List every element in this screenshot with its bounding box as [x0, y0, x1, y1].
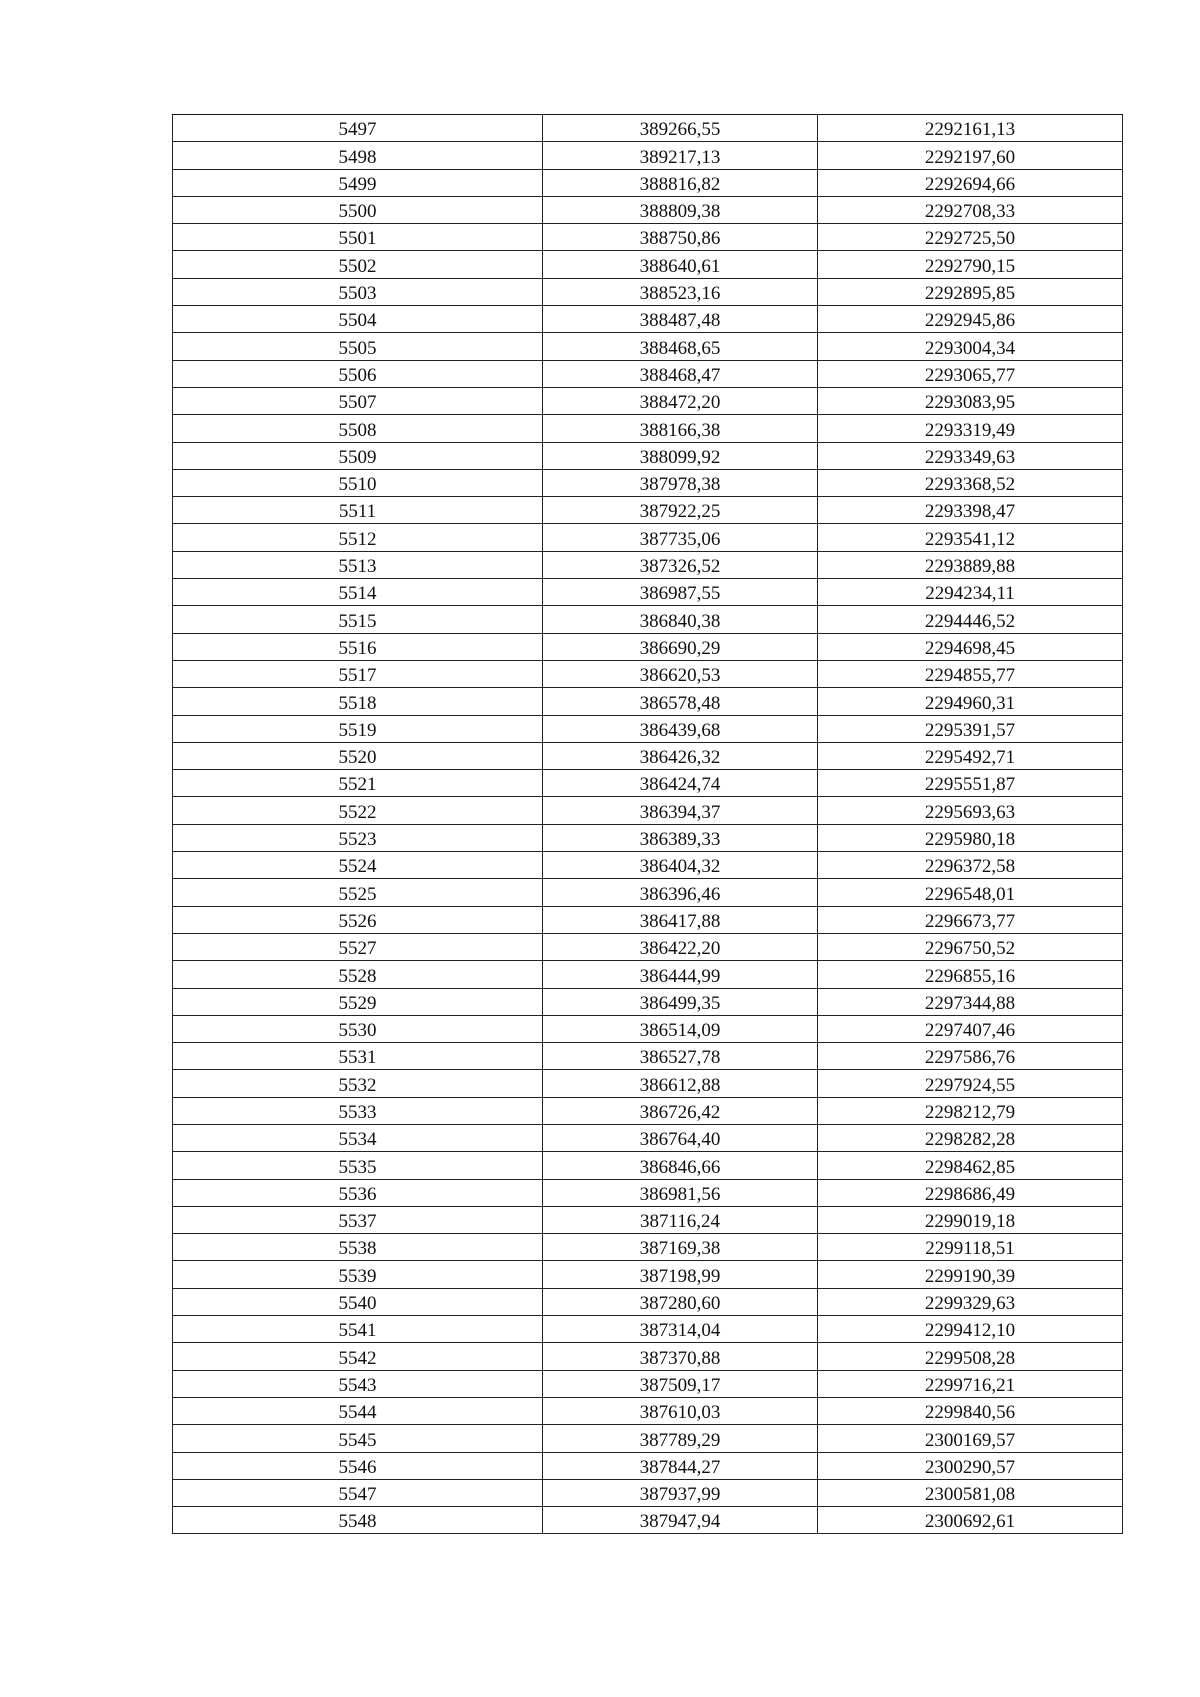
- x-coordinate-cell: 388640,61: [543, 251, 818, 278]
- table-row: [173, 1288, 1123, 1315]
- table-row: [173, 852, 1123, 879]
- point-number-cell: 5532: [173, 1070, 543, 1097]
- y-coordinate-cell: 2294446,52: [818, 606, 1123, 633]
- table-row: [173, 196, 1123, 223]
- y-coordinate-cell: 2298212,79: [818, 1097, 1123, 1124]
- table-row: [173, 742, 1123, 769]
- table-row: [173, 278, 1123, 305]
- y-coordinate-cell: 2297407,46: [818, 1015, 1123, 1042]
- x-coordinate-cell: 387789,29: [543, 1425, 818, 1452]
- x-coordinate-cell: 386840,38: [543, 606, 818, 633]
- point-number-cell: 5517: [173, 660, 543, 687]
- point-number-cell: 5497: [173, 115, 543, 142]
- point-number-cell: 5511: [173, 497, 543, 524]
- table-row: [173, 1425, 1123, 1452]
- point-number-cell: 5530: [173, 1015, 543, 1042]
- point-number-cell: 5537: [173, 1206, 543, 1233]
- point-number-cell: 5505: [173, 333, 543, 360]
- point-number-cell: 5509: [173, 442, 543, 469]
- point-number-cell: 5524: [173, 852, 543, 879]
- point-number-cell: 5534: [173, 1124, 543, 1151]
- point-number-cell: 5513: [173, 551, 543, 578]
- point-number-cell: 5547: [173, 1479, 543, 1506]
- point-number-cell: 5498: [173, 142, 543, 169]
- table-row: [173, 1234, 1123, 1261]
- y-coordinate-cell: 2299508,28: [818, 1343, 1123, 1370]
- point-number-cell: 5512: [173, 524, 543, 551]
- y-coordinate-cell: 2292790,15: [818, 251, 1123, 278]
- table-row: [173, 715, 1123, 742]
- table-row: [173, 688, 1123, 715]
- table-row: [173, 1479, 1123, 1506]
- y-coordinate-cell: 2294855,77: [818, 660, 1123, 687]
- x-coordinate-cell: 387610,03: [543, 1397, 818, 1424]
- point-number-cell: 5501: [173, 224, 543, 251]
- x-coordinate-cell: 387198,99: [543, 1261, 818, 1288]
- y-coordinate-cell: 2299412,10: [818, 1316, 1123, 1343]
- y-coordinate-cell: 2293083,95: [818, 387, 1123, 414]
- y-coordinate-cell: 2295980,18: [818, 824, 1123, 851]
- x-coordinate-cell: 386981,56: [543, 1179, 818, 1206]
- table-row: [173, 770, 1123, 797]
- point-number-cell: 5543: [173, 1370, 543, 1397]
- x-coordinate-cell: 386690,29: [543, 633, 818, 660]
- y-coordinate-cell: 2300581,08: [818, 1479, 1123, 1506]
- y-coordinate-cell: 2293004,34: [818, 333, 1123, 360]
- y-coordinate-cell: 2292197,60: [818, 142, 1123, 169]
- x-coordinate-cell: 387370,88: [543, 1343, 818, 1370]
- point-number-cell: 5542: [173, 1343, 543, 1370]
- point-number-cell: 5548: [173, 1507, 543, 1534]
- y-coordinate-cell: 2293398,47: [818, 497, 1123, 524]
- y-coordinate-cell: 2295693,63: [818, 797, 1123, 824]
- y-coordinate-cell: 2296372,58: [818, 852, 1123, 879]
- y-coordinate-cell: 2294960,31: [818, 688, 1123, 715]
- table-row: [173, 933, 1123, 960]
- x-coordinate-cell: 387280,60: [543, 1288, 818, 1315]
- point-number-cell: 5506: [173, 360, 543, 387]
- table-row: [173, 1124, 1123, 1151]
- y-coordinate-cell: 2292725,50: [818, 224, 1123, 251]
- y-coordinate-cell: 2299019,18: [818, 1206, 1123, 1233]
- y-coordinate-cell: 2292708,33: [818, 196, 1123, 223]
- table-row: [173, 1507, 1123, 1534]
- y-coordinate-cell: 2293368,52: [818, 469, 1123, 496]
- x-coordinate-cell: 387937,99: [543, 1479, 818, 1506]
- table-row: [173, 442, 1123, 469]
- x-coordinate-cell: 386987,55: [543, 579, 818, 606]
- y-coordinate-cell: 2294234,11: [818, 579, 1123, 606]
- x-coordinate-cell: 386394,37: [543, 797, 818, 824]
- y-coordinate-cell: 2295551,87: [818, 770, 1123, 797]
- point-number-cell: 5519: [173, 715, 543, 742]
- point-number-cell: 5540: [173, 1288, 543, 1315]
- y-coordinate-cell: 2293349,63: [818, 442, 1123, 469]
- x-coordinate-cell: 386620,53: [543, 660, 818, 687]
- point-number-cell: 5521: [173, 770, 543, 797]
- x-coordinate-cell: 387169,38: [543, 1234, 818, 1261]
- point-number-cell: 5507: [173, 387, 543, 414]
- table-row: [173, 306, 1123, 333]
- y-coordinate-cell: 2299716,21: [818, 1370, 1123, 1397]
- point-number-cell: 5538: [173, 1234, 543, 1261]
- y-coordinate-cell: 2299118,51: [818, 1234, 1123, 1261]
- x-coordinate-cell: 386514,09: [543, 1015, 818, 1042]
- table-row: [173, 606, 1123, 633]
- x-coordinate-cell: 386417,88: [543, 906, 818, 933]
- y-coordinate-cell: 2292161,13: [818, 115, 1123, 142]
- point-number-cell: 5499: [173, 169, 543, 196]
- table-row: [173, 415, 1123, 442]
- y-coordinate-cell: 2300692,61: [818, 1507, 1123, 1534]
- y-coordinate-cell: 2299840,56: [818, 1397, 1123, 1424]
- x-coordinate-cell: 388166,38: [543, 415, 818, 442]
- x-coordinate-cell: 386612,88: [543, 1070, 818, 1097]
- point-number-cell: 5533: [173, 1097, 543, 1124]
- point-number-cell: 5536: [173, 1179, 543, 1206]
- table-row: [173, 251, 1123, 278]
- x-coordinate-cell: 386439,68: [543, 715, 818, 742]
- point-number-cell: 5500: [173, 196, 543, 223]
- table-row: [173, 988, 1123, 1015]
- table-row: [173, 1152, 1123, 1179]
- y-coordinate-cell: 2296855,16: [818, 961, 1123, 988]
- x-coordinate-cell: 386396,46: [543, 879, 818, 906]
- x-coordinate-cell: 387116,24: [543, 1206, 818, 1233]
- x-coordinate-cell: 388468,65: [543, 333, 818, 360]
- table-row: [173, 824, 1123, 851]
- y-coordinate-cell: 2292694,66: [818, 169, 1123, 196]
- table-row: [173, 115, 1123, 142]
- table-row: [173, 797, 1123, 824]
- y-coordinate-cell: 2292895,85: [818, 278, 1123, 305]
- x-coordinate-cell: 389217,13: [543, 142, 818, 169]
- x-coordinate-cell: 388750,86: [543, 224, 818, 251]
- table-row: [173, 1397, 1123, 1424]
- point-number-cell: 5515: [173, 606, 543, 633]
- point-number-cell: 5541: [173, 1316, 543, 1343]
- y-coordinate-cell: 2295492,71: [818, 742, 1123, 769]
- table-row: [173, 1097, 1123, 1124]
- y-coordinate-cell: 2293889,88: [818, 551, 1123, 578]
- table-row: [173, 1452, 1123, 1479]
- point-number-cell: 5522: [173, 797, 543, 824]
- table-row: [173, 1043, 1123, 1070]
- x-coordinate-cell: 388099,92: [543, 442, 818, 469]
- x-coordinate-cell: 387978,38: [543, 469, 818, 496]
- y-coordinate-cell: 2297344,88: [818, 988, 1123, 1015]
- table-row: [173, 551, 1123, 578]
- y-coordinate-cell: 2296548,01: [818, 879, 1123, 906]
- point-number-cell: 5527: [173, 933, 543, 960]
- table-row: [173, 1179, 1123, 1206]
- coordinates-table: [172, 114, 1123, 1534]
- x-coordinate-cell: 387735,06: [543, 524, 818, 551]
- x-coordinate-cell: 386764,40: [543, 1124, 818, 1151]
- table-row: [173, 333, 1123, 360]
- x-coordinate-cell: 388809,38: [543, 196, 818, 223]
- x-coordinate-cell: 386422,20: [543, 933, 818, 960]
- x-coordinate-cell: 386424,74: [543, 770, 818, 797]
- point-number-cell: 5523: [173, 824, 543, 851]
- point-number-cell: 5539: [173, 1261, 543, 1288]
- table-row: [173, 660, 1123, 687]
- point-number-cell: 5514: [173, 579, 543, 606]
- y-coordinate-cell: 2295391,57: [818, 715, 1123, 742]
- x-coordinate-cell: 386527,78: [543, 1043, 818, 1070]
- x-coordinate-cell: 386389,33: [543, 824, 818, 851]
- y-coordinate-cell: 2300169,57: [818, 1425, 1123, 1452]
- point-number-cell: 5526: [173, 906, 543, 933]
- table-row: [173, 224, 1123, 251]
- table-row: [173, 1370, 1123, 1397]
- y-coordinate-cell: 2296673,77: [818, 906, 1123, 933]
- point-number-cell: 5544: [173, 1397, 543, 1424]
- x-coordinate-cell: 388523,16: [543, 278, 818, 305]
- point-number-cell: 5528: [173, 961, 543, 988]
- x-coordinate-cell: 386426,32: [543, 742, 818, 769]
- point-number-cell: 5504: [173, 306, 543, 333]
- x-coordinate-cell: 388468,47: [543, 360, 818, 387]
- table-row: [173, 1261, 1123, 1288]
- table-row: [173, 1070, 1123, 1097]
- table-row: [173, 579, 1123, 606]
- x-coordinate-cell: 386444,99: [543, 961, 818, 988]
- x-coordinate-cell: 388472,20: [543, 387, 818, 414]
- table-row: [173, 1206, 1123, 1233]
- table-row: [173, 169, 1123, 196]
- x-coordinate-cell: 387509,17: [543, 1370, 818, 1397]
- table-row: [173, 142, 1123, 169]
- y-coordinate-cell: 2299329,63: [818, 1288, 1123, 1315]
- y-coordinate-cell: 2298686,49: [818, 1179, 1123, 1206]
- table-row: [173, 879, 1123, 906]
- x-coordinate-cell: 387922,25: [543, 497, 818, 524]
- y-coordinate-cell: 2299190,39: [818, 1261, 1123, 1288]
- coordinates-table-body: [173, 115, 1123, 1534]
- point-number-cell: 5516: [173, 633, 543, 660]
- point-number-cell: 5503: [173, 278, 543, 305]
- table-row: [173, 524, 1123, 551]
- x-coordinate-cell: 386578,48: [543, 688, 818, 715]
- y-coordinate-cell: 2300290,57: [818, 1452, 1123, 1479]
- point-number-cell: 5510: [173, 469, 543, 496]
- point-number-cell: 5529: [173, 988, 543, 1015]
- x-coordinate-cell: 386846,66: [543, 1152, 818, 1179]
- y-coordinate-cell: 2298462,85: [818, 1152, 1123, 1179]
- y-coordinate-cell: 2293319,49: [818, 415, 1123, 442]
- x-coordinate-cell: 387314,04: [543, 1316, 818, 1343]
- x-coordinate-cell: 388487,48: [543, 306, 818, 333]
- table-row: [173, 387, 1123, 414]
- table-row: [173, 961, 1123, 988]
- y-coordinate-cell: 2293065,77: [818, 360, 1123, 387]
- table-row: [173, 906, 1123, 933]
- x-coordinate-cell: 386499,35: [543, 988, 818, 1015]
- point-number-cell: 5518: [173, 688, 543, 715]
- table-row: [173, 633, 1123, 660]
- point-number-cell: 5545: [173, 1425, 543, 1452]
- x-coordinate-cell: 387844,27: [543, 1452, 818, 1479]
- point-number-cell: 5520: [173, 742, 543, 769]
- y-coordinate-cell: 2296750,52: [818, 933, 1123, 960]
- table-row: [173, 1343, 1123, 1370]
- y-coordinate-cell: 2297924,55: [818, 1070, 1123, 1097]
- point-number-cell: 5546: [173, 1452, 543, 1479]
- table-row: [173, 469, 1123, 496]
- x-coordinate-cell: 387326,52: [543, 551, 818, 578]
- point-number-cell: 5531: [173, 1043, 543, 1070]
- table-row: [173, 360, 1123, 387]
- x-coordinate-cell: 388816,82: [543, 169, 818, 196]
- point-number-cell: 5535: [173, 1152, 543, 1179]
- y-coordinate-cell: 2297586,76: [818, 1043, 1123, 1070]
- x-coordinate-cell: 387947,94: [543, 1507, 818, 1534]
- point-number-cell: 5502: [173, 251, 543, 278]
- x-coordinate-cell: 389266,55: [543, 115, 818, 142]
- table-row: [173, 497, 1123, 524]
- table-row: [173, 1015, 1123, 1042]
- point-number-cell: 5508: [173, 415, 543, 442]
- x-coordinate-cell: 386726,42: [543, 1097, 818, 1124]
- point-number-cell: 5525: [173, 879, 543, 906]
- table-row: [173, 1316, 1123, 1343]
- y-coordinate-cell: 2298282,28: [818, 1124, 1123, 1151]
- y-coordinate-cell: 2292945,86: [818, 306, 1123, 333]
- x-coordinate-cell: 386404,32: [543, 852, 818, 879]
- y-coordinate-cell: 2293541,12: [818, 524, 1123, 551]
- y-coordinate-cell: 2294698,45: [818, 633, 1123, 660]
